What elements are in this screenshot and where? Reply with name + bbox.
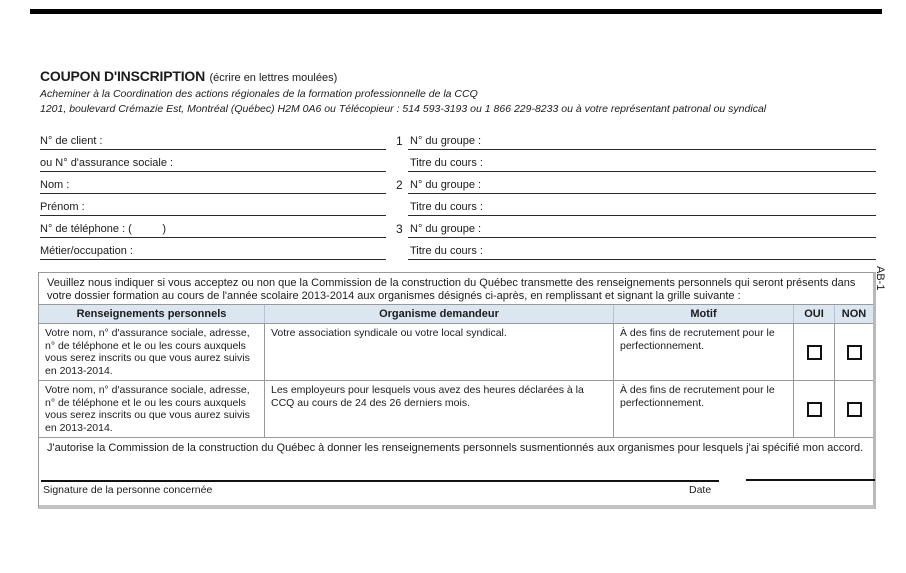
group2-course-row [394,197,876,216]
row-number: 3 [396,222,403,236]
field-label: Titre du cours : [410,157,483,169]
group2-number-row [394,175,876,194]
field-label: N° du groupe : [410,179,482,191]
field-last-name[interactable] [40,175,386,194]
consent-table-header [39,304,873,324]
yes-cell [794,324,835,381]
field-social-insurance[interactable] [40,153,386,172]
routing-instruction: Acheminer à la Coordination des actions régionales de la formation professionnelle de la CCQ [40,88,478,100]
consent-intro: Veuillez nous indiquer si vous acceptez ou non que la Commission de la construction du Québec transmette des renseignements personnels qui seront présents dans votre dossier formation au cours de l'année scolaire 2013-2014 aux organismes désignés ci-après, en remplissant et signant la grille suivante : [47,277,856,302]
header-motive: Motif [614,305,794,323]
row-number: 1 [396,134,403,148]
group1-number-row [394,131,876,150]
field-occupation[interactable] [40,241,386,260]
field-label: Métier/occupation : [40,245,133,257]
form-code-label: AB-1 [874,266,886,291]
field-group2-number[interactable] [408,175,876,194]
yes-cell [794,381,835,438]
header-yes: OUI [794,305,835,323]
personal-info-cell: Votre nom, n° d'assurance sociale, adresse, n° de téléphone et le ou les cours auxquels vous serez inscrits ou que vous aurez suivis en 2013-2014. [39,324,265,381]
field-client-number[interactable] [40,131,386,150]
personal-info-cell: Votre nom, n° d'assurance sociale, adresse, n° de téléphone et le ou les cours auxquels vous serez inscrits ou que vous aurez suivis en 2013-2014. [39,381,265,438]
row1-oui-checkbox[interactable] [807,345,822,360]
motive-cell: À des fins de recrutement pour le perfectionnement. [614,324,794,381]
field-label: N° de téléphone : ( ) [40,223,167,235]
field-group2-course[interactable] [408,197,876,216]
field-group1-course[interactable] [408,153,876,172]
field-label: N° du groupe : [410,135,482,147]
organization-cell: Votre association syndicale ou votre local syndical. [265,324,614,381]
organization-cell: Les employeurs pour lesquels vous avez des heures déclarées à la CCQ au cours de 24 des 26 derniers mois. [265,381,614,438]
date-line[interactable] [746,479,875,481]
form-title-line [40,68,880,86]
field-label: Prénom : [40,201,85,213]
signature-section [39,471,873,505]
group3-number-row [394,219,876,238]
header-no: NON [841,308,867,320]
field-label: N° du groupe : [410,223,482,235]
signature-label: Signature de la personne concernée [43,484,213,496]
form-header [40,68,880,115]
field-phone[interactable] [40,219,386,238]
date-label: Date [689,484,712,496]
consent-row-2 [39,381,873,438]
no-cell [835,324,873,381]
field-group3-course[interactable] [408,241,876,260]
field-first-name[interactable] [40,197,386,216]
group3-course-row [394,241,876,260]
field-label: Titre du cours : [410,201,483,213]
form-title: COUPON D'INSCRIPTION [40,68,206,84]
motive-cell: À des fins de recrutement pour le perfectionnement. [614,381,794,438]
row2-oui-checkbox[interactable] [807,402,822,417]
form-title-note: (écrire en lettres moulées) [209,72,338,84]
header-requesting-org: Organisme demandeur [265,305,614,323]
field-label: ou N° d'assurance sociale : [40,157,174,169]
field-label: Titre du cours : [410,245,483,257]
group1-course-row [394,153,876,172]
field-group1-number[interactable] [408,131,876,150]
address-line: 1201, boulevard Crémazie Est, Montréal (Québec) H2M 0A6 ou Télécopieur : 514 593-3193 ou 1 866 229-8233 ou à votre représentant patronal ou syndical [40,102,767,115]
row1-non-checkbox[interactable] [847,345,862,360]
header-personal-info: Renseignements personnels [39,305,265,323]
row2-non-checkbox[interactable] [847,402,862,417]
field-label: N° de client : [40,135,103,147]
consent-table [38,272,876,509]
top-rule [30,9,882,14]
consent-row-1 [39,324,873,381]
field-label: Nom : [40,179,70,191]
authorization-statement: J'autorise la Commission de la construction du Québec à donner les renseignements personnels susmentionnés aux organismes pour lesquels j'ai spécifié mon accord. [47,442,864,454]
field-group3-number[interactable] [408,219,876,238]
no-cell [835,381,873,438]
signature-line[interactable] [41,480,719,482]
row-number: 2 [396,178,403,192]
